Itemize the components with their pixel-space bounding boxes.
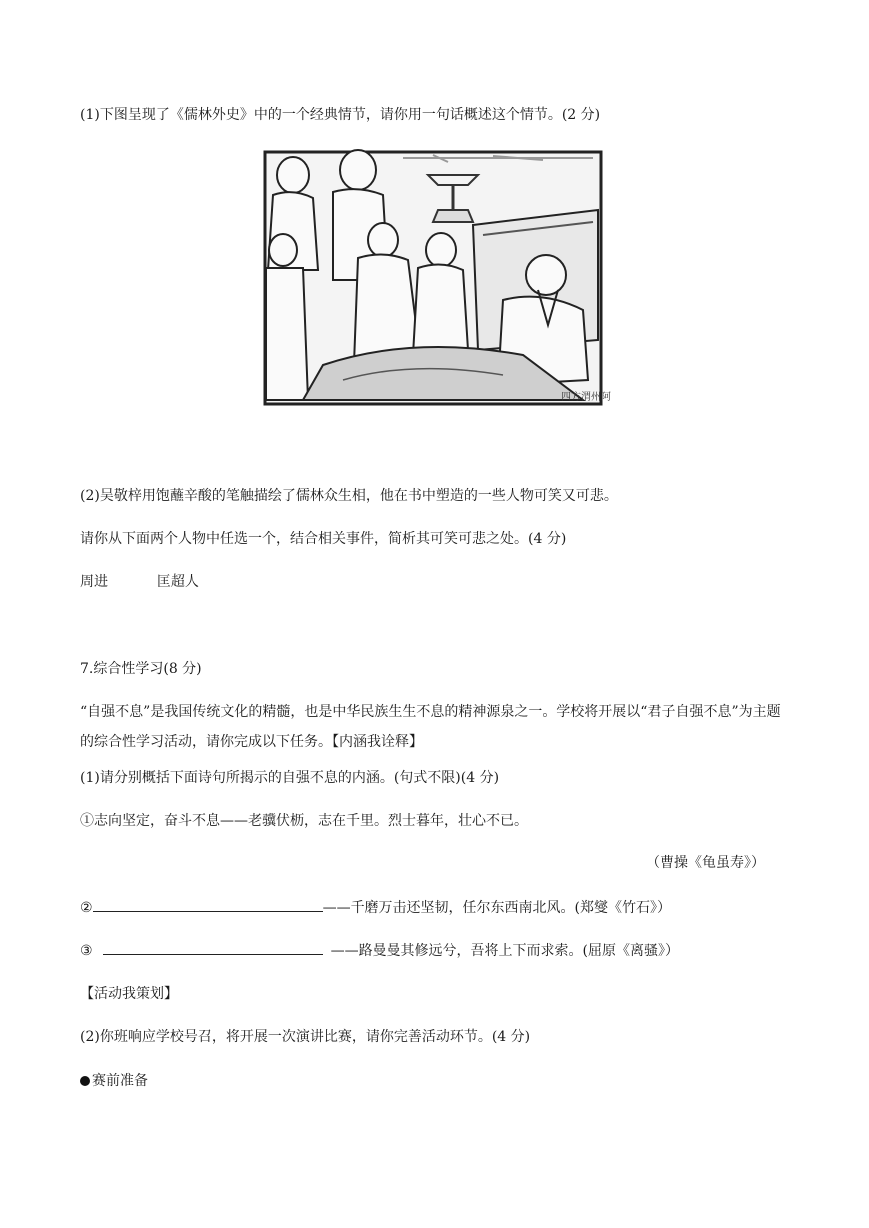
poem-item-1: ①志向坚定，奋斗不息——老骥伏枥，志在千里。烈士暮年，壮心不已。: [80, 813, 528, 829]
subquestion-1: (1)请分别概括下面诗句所揭示的自强不息的内涵。(句式不限)(4 分): [80, 770, 500, 786]
section-7-title: 7.综合性学习(8 分): [80, 661, 202, 677]
character-option-1: 周进: [80, 574, 108, 590]
section-activity-title: 【活动我策划】: [80, 986, 178, 1002]
bullet-icon: [80, 1076, 90, 1086]
section-7-intro: “自强不息”是我国传统文化的精髓，也是中华民族生生不息的精神源泉之一。学校将开展以“君子自强不息”为主题的综合性学习活动，请你完成以下任务。【内涵我诠释】: [80, 704, 781, 750]
item-2-text: ——千磨万击还坚韧，任尔东西南北风。(郑燮《竹石》）: [322, 900, 672, 916]
item-3-text: ——路曼曼其修远兮，吾将上下而求索。(屈原《离骚》）: [330, 943, 680, 959]
character-options: [80, 572, 199, 592]
poem-item-3: [80, 940, 679, 961]
prep-heading: [80, 1071, 148, 1091]
item-2-answer-blank[interactable]: [93, 897, 323, 912]
question-1-prompt: (1)下图呈现了《儒林外史》中的一个经典情节，请你用一句话概述这个情节。(2 分): [80, 107, 601, 123]
prep-label: 赛前准备: [92, 1073, 148, 1089]
poem-item-2: [80, 897, 671, 918]
question-2-instruction: 请你从下面两个人物中任选一个，结合相关事件，简析其可笑可悲之处。(4 分): [80, 531, 567, 547]
item-2-number: ②: [80, 900, 93, 916]
item-3-number: ③: [80, 943, 93, 959]
rulin-waishi-illustration: [263, 150, 611, 408]
subquestion-2: (2)你班响应学校号召，将开展一次演讲比赛，请你完善活动环节。(4 分): [80, 1029, 531, 1045]
character-option-2: 匡超人: [156, 574, 199, 590]
item-3-answer-blank[interactable]: [103, 940, 323, 955]
question-2-prompt: (2)吴敬梓用饱蘸辛酸的笔触描绘了儒林众生相，他在书中塑造的一些人物可笑又可悲。: [80, 488, 618, 504]
poem-item-1-source: （曹操《龟虽寿》）: [646, 855, 765, 871]
image-watermark: 四方渭州阿: [561, 392, 611, 403]
